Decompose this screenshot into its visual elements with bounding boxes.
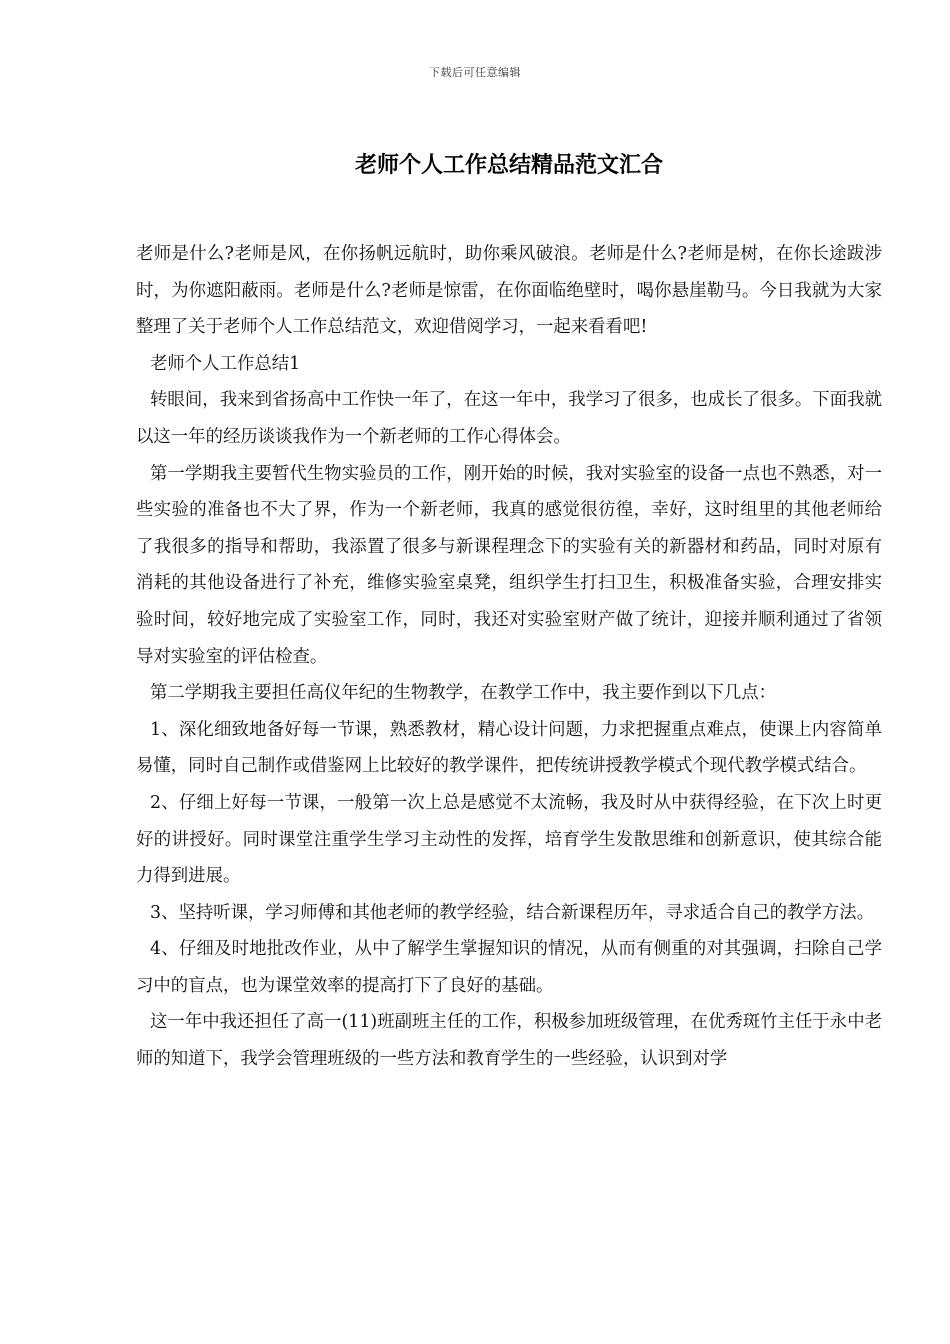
paragraph-intro: 老师是什么?老师是风，在你扬帆远航时，助你乘风破浪。老师是什么?老师是树，在你长途跋涉时，为你遮阳蔽雨。老师是什么?老师是惊雷，在你面临绝壁时，喝你悬崖勒马。今日我就为大家整理了关于老师个人工作总结范文，欢迎借阅学习，一起来看看吧! xyxy=(136,244,882,338)
paragraph: 转眼间，我来到省扬高中工作快一年了，在这一年中，我学习了很多，也成长了很多。下面我就以这一年的经历谈谈我作为一个新老师的工作心得体会。 xyxy=(136,390,882,447)
document-body xyxy=(136,236,882,1078)
paragraph: 这一年中我还担任了高一(11)班副班主任的工作，积极参加班级管理，在优秀斑竹主任于永中老师的知道下，我学会管理班级的一些方法和教育学生的一些经验，认识到对学 xyxy=(136,1012,882,1070)
list-item: 1、深化细致地备好每一节课，熟悉教材，精心设计问题，力求把握重点难点，使课上内容简单易懂，同时自己制作或借鉴网上比较好的教学课件，把传统讲授教学模式个现代教学模式结合。 xyxy=(136,719,882,777)
paragraph: 第一学期我主要暂代生物实验员的工作，刚开始的时候，我对实验室的设备一点也不熟悉，对一些实验的准备也不大了界，作为一个新老师，我真的感觉很彷徨，幸好，这时组里的其他老师给了我很多的指导和帮助，我添置了很多与新课程理念下的实验有关的新器材和药品，同时对原有消耗的其他设备进行了补充，维修实验室桌凳，组织学生打扫卫生，积极准备实验，合理安排实验时间，较好地完成了实验室工作，同时，我还对实验室财产做了统计，迎接并顺利通过了省领导对实验室的评估检查。 xyxy=(136,463,882,667)
section-heading: 老师个人工作总结1 xyxy=(150,353,301,374)
page-header-note: 下载后可任意编辑 xyxy=(429,66,521,79)
list-item: 2、仔细上好每一节课，一般第一次上总是感觉不太流畅，我及时从中获得经验，在下次上时更好的讲授好。同时课堂注重学生学习主动性的发挥，培育学生发散思维和创新意识，使其综合能力得到进展。 xyxy=(136,792,882,887)
paragraph: 第二学期我主要担任高仪年纪的生物教学，在教学工作中，我主要作到以下几点： xyxy=(150,683,777,704)
list-item: 3、坚持听课，学习师傅和其他老师的教学经验，结合新课程历年，寻求适合自己的教学方法。 xyxy=(150,902,875,923)
document-title: 老师个人工作总结精品范文汇合 xyxy=(354,153,663,178)
list-item: 4、仔细及时地批改作业，从中了解学生掌握知识的情况，从而有侧重的对其强调，扫除自己学习中的盲点，也为课堂效率的提高打下了良好的基础。 xyxy=(136,939,882,996)
